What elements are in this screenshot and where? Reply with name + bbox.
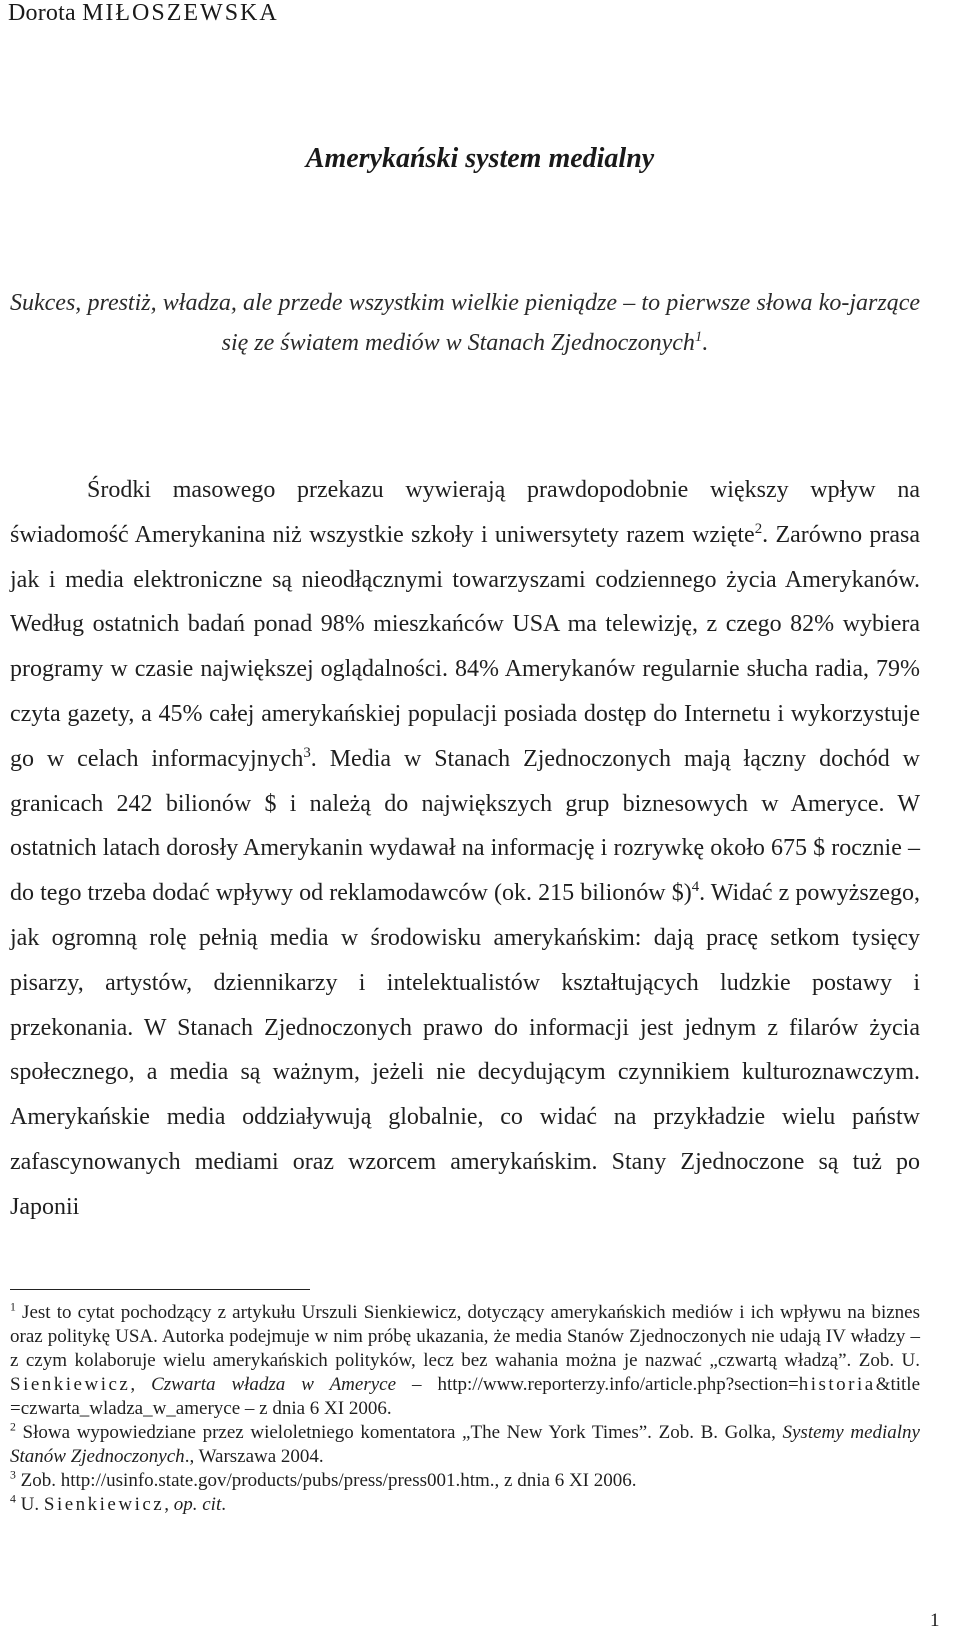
- footnote-text: Zob. http://usinfo.state.gov/products/pubs/press/press001.htm., z dnia 6 XI 2006.: [15, 1470, 637, 1491]
- author-first-name: Dorota: [8, 0, 76, 26]
- footnote-ref-3[interactable]: 3: [303, 744, 311, 761]
- author-header: [8, 0, 279, 27]
- footnotes: [10, 1301, 920, 1517]
- footnote-text: Słowa wypowiedziane przez wieloletniego komentatora „The New York Times”. Zob. B. Golka,: [15, 1422, 783, 1443]
- article-title: Amerykański system medialny: [305, 143, 655, 174]
- footnote-text: ,: [130, 1374, 152, 1395]
- footnote-ref-2[interactable]: 2: [754, 520, 763, 537]
- body-paragraph: [10, 468, 920, 1230]
- footnote-separator: [10, 1289, 310, 1290]
- footnote-number: 3: [10, 1468, 16, 1482]
- page-number: 1: [930, 1610, 940, 1631]
- footnote-4: [10, 1493, 920, 1517]
- footnote-text: Jest to cytat pochodzący z artykułu Urszuli Sienkiewicz, dotyczący amerykańskich mediów i ich wpływu na biznes oraz politykę USA. Autorka podejmuje w nim próbę ukazania, że media Stanów Zjednoczonych nie udają IV władzy – z czym kolaboruje wielu amerykańskich polityków, lecz bez wahania można je nazwać „czwartą władzą”. Zob. U.: [10, 1302, 920, 1371]
- lead-paragraph: [10, 283, 920, 363]
- footnote-text: &title =czwarta_wladza_w_ameryce – z dnia 6 XI 2006.: [10, 1374, 921, 1419]
- footnote-link-spaced[interactable]: historia: [798, 1374, 876, 1395]
- footnote-number: 1: [10, 1300, 16, 1314]
- footnote-ref-1[interactable]: 1: [694, 329, 703, 345]
- lead-text: Sukces, prestiż, władza, ale przede wszystkim wielkie pieniądze – to pierwsze słowa ko-jarzące się ze światem mediów w Stanach Zjednoczonych: [10, 290, 920, 356]
- body-text-part-1: Środki masowego przekazu wywierają prawdopodobnie większy wpływ na świadomość Amerykanina niż wszystkie szkoły i uniwersytety razem wzięte: [10, 477, 920, 548]
- footnote-work-title: Czwarta władza w Ameryce: [151, 1374, 397, 1395]
- footnote-text: ., Warszawa 2004.: [184, 1446, 324, 1467]
- author-last-name: MIŁOSZEWSKA: [82, 0, 279, 26]
- body-text-part-2: . Zarówno prasa jak i media elektroniczne są nieodłącznymi towarzyszami codziennego życia Amerykanów. Według ostatnich badań ponad 98% mieszkańców USA ma telewizję, z czego 82% wybiera programy w czasie największej oglądalności. 84% Amerykanów regularnie słucha radia, 79% czyta gazety, a 45% całej amerykańskiej populacji posiada dostęp do Internetu i wykorzystuje go w celach informacyjnych: [10, 521, 920, 772]
- body-text-part-4: . Widać z powyższego, jak ogromną rolę pełnią media w środowisku amerykańskim: dają pracę setkom tysięcy pisarzy, artystów, dziennikarzy i intelektualistów kształtujących ludzkie postawy i przekonania. W Stanach Zjednoczonych prawo do informacji jest jednym z filarów życia społecznego, a media są ważnym, jeżeli nie decydującym czynnikiem kulturoznawczym. Amerykańskie media oddziaływują globalnie, co widać na przykładzie wielu państw zafascynowanych mediami oraz wzorcem amerykańskim. Stany Zjednoczone są tuż po Japonii: [10, 880, 920, 1220]
- footnote-text: ,: [164, 1494, 174, 1515]
- lead-end: .: [702, 330, 709, 356]
- footnote-work-title: Systemy medialny Stanów Zjednoczonych: [10, 1422, 920, 1467]
- footnote-text: U.: [15, 1494, 44, 1515]
- footnote-3: [10, 1469, 920, 1493]
- footnote-author: Sienkiewicz: [10, 1374, 131, 1395]
- footnote-number: 2: [10, 1420, 16, 1434]
- footnote-work-title: op. cit: [173, 1494, 222, 1515]
- footnote-ref-4[interactable]: 4: [691, 879, 700, 896]
- footnote-text: .: [221, 1494, 226, 1515]
- footnote-1: [10, 1301, 920, 1421]
- footnote-2: [10, 1421, 920, 1469]
- footnote-number: 4: [10, 1492, 16, 1506]
- footnote-link-text[interactable]: – http://www.reporterzy.info/article.php?section=: [396, 1374, 799, 1395]
- body-text-part-3: . Media w Stanach Zjednoczonych mają łączny dochód w granicach 242 bilionów $ i należą do największych grup biznesowych w Ameryce. W ostatnich latach dorosły Amerykanin wydawał na informację i rozrywkę około 675 $ rocznie – do tego trzeba dodać wpływy od reklamodawców (ok. 215 bilionów $): [10, 745, 920, 907]
- footnote-author: Sienkiewicz: [43, 1494, 165, 1515]
